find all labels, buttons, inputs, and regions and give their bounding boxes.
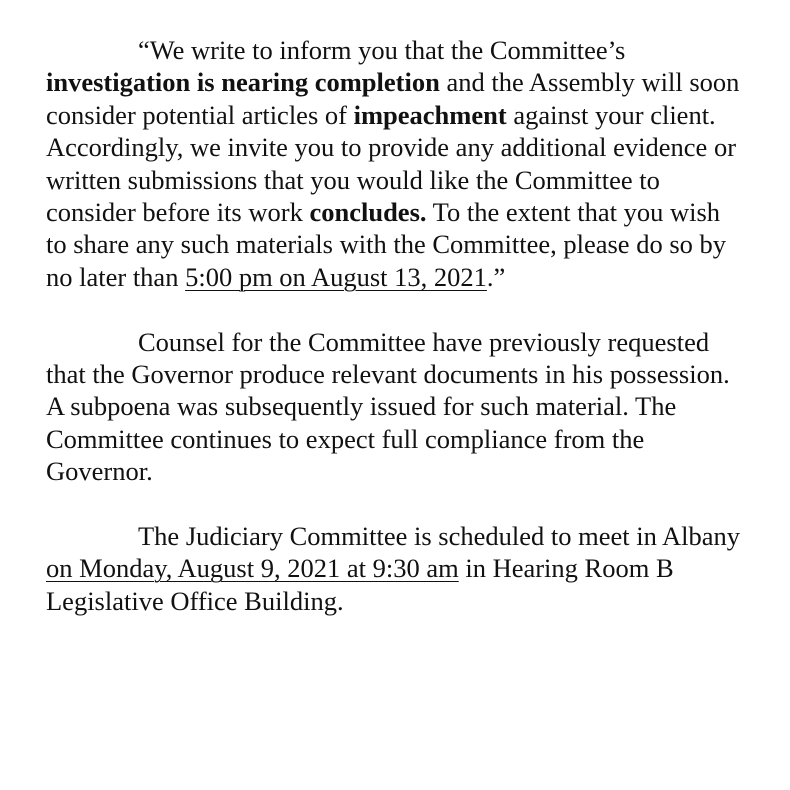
bold-phrase-impeachment: impeachment [353, 99, 507, 130]
paragraph-subpoena [46, 326, 746, 488]
text-segment: Counsel for the Committee have previously requested that the Governor produce relevant documents in his possession. A subpoena was subsequently issued for such material. The Committee continues to expect full compliance from the Governor. [46, 326, 730, 487]
text-segment: .” [486, 261, 506, 292]
underlined-deadline: 5:00 pm on August 13, 2021 [185, 261, 487, 292]
bold-phrase-investigation: investigation is nearing completion [46, 67, 440, 98]
text-segment: The Judiciary Committee is scheduled to meet in Albany [138, 521, 741, 552]
bold-phrase-concludes: concludes. [309, 197, 427, 228]
paragraph-meeting [46, 520, 746, 617]
text-segment: To the extent that you wish to share any such materials with the Committee, please do so by no later than [46, 197, 727, 292]
underlined-meeting-date: on Monday, August 9, 2021 at 9:30 am [46, 553, 459, 584]
text-segment: “We write to inform you that the Committee’s [138, 35, 626, 65]
text-segment: against your client. Accordingly, we invite you to provide any additional evidence or written submissions that you would like the Committee to consider before its work [46, 99, 737, 228]
document-body [46, 34, 746, 617]
text-segment: in Hearing Room B Legislative Office Building. [46, 553, 674, 616]
text-segment: and the Assembly will soon consider potential articles of [46, 67, 740, 130]
paragraph-quote [46, 34, 746, 293]
